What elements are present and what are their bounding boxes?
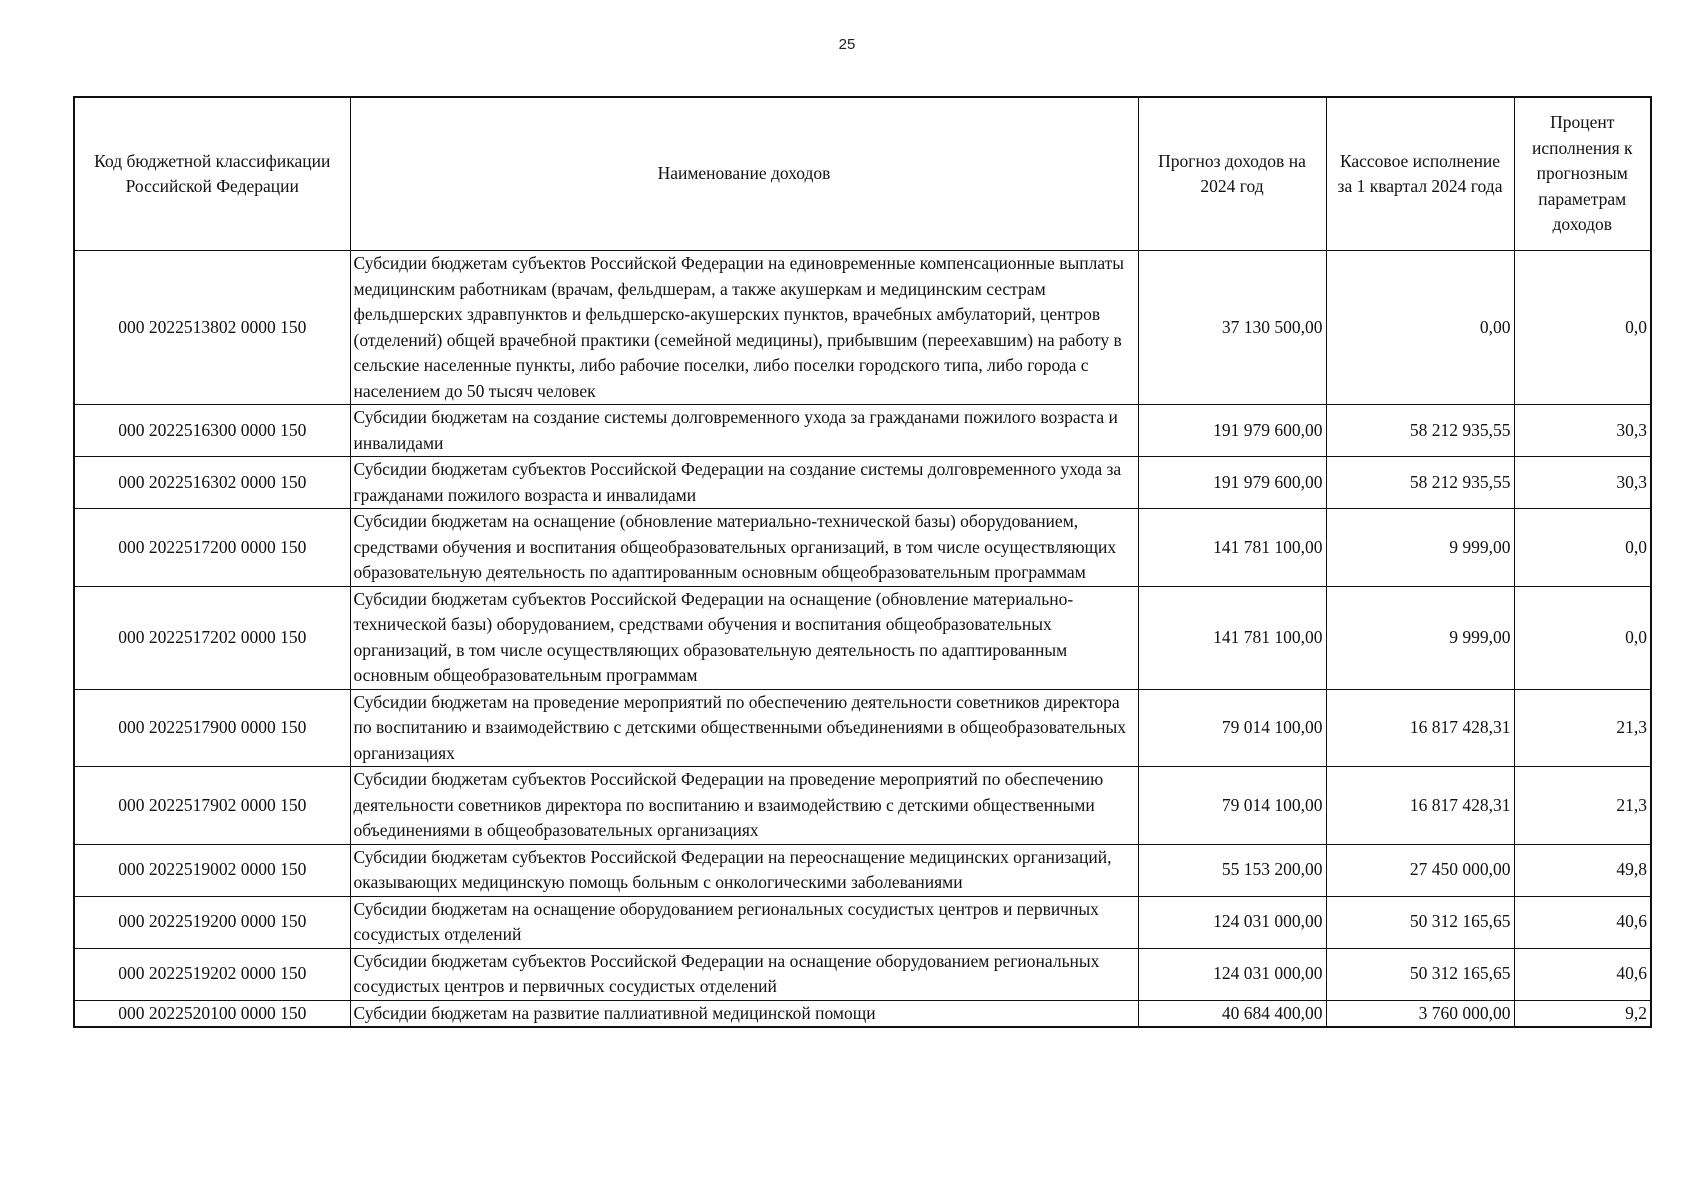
forecast-cell: 191 979 600,00: [1138, 405, 1326, 457]
forecast-cell: 37 130 500,00: [1138, 251, 1326, 405]
percent-cell: 30,3: [1514, 405, 1651, 457]
forecast-cell: 141 781 100,00: [1138, 509, 1326, 587]
forecast-cell: 55 153 200,00: [1138, 844, 1326, 896]
executed-cell: 50 312 165,65: [1326, 896, 1514, 948]
forecast-cell: 79 014 100,00: [1138, 767, 1326, 845]
executed-cell: 50 312 165,65: [1326, 948, 1514, 1000]
table-row: [74, 1000, 1651, 1027]
percent-cell: 49,8: [1514, 844, 1651, 896]
budget-code-cell: 000 2022520100 0000 150: [74, 1000, 350, 1027]
income-name-cell: Субсидии бюджетам субъектов Российской Федерации на проведение мероприятий по обеспечению деятельности советников директора по воспитанию и взаимодействию с детскими общественными объединениями в общеобразовательных организациях: [350, 767, 1138, 845]
table-row: [74, 948, 1651, 1000]
table-row: [74, 689, 1651, 767]
budget-code-cell: 000 2022517900 0000 150: [74, 689, 350, 767]
budget-code-cell: 000 2022516302 0000 150: [74, 457, 350, 509]
header-forecast: Прогноз доходов на 2024 год: [1138, 97, 1326, 251]
income-name-cell: Субсидии бюджетам на развитие паллиативной медицинской помощи: [350, 1000, 1138, 1027]
header-executed: Кассовое исполнение за 1 квартал 2024 года: [1326, 97, 1514, 251]
table-row: [74, 457, 1651, 509]
forecast-cell: 124 031 000,00: [1138, 896, 1326, 948]
percent-cell: 9,2: [1514, 1000, 1651, 1027]
income-name-cell: Субсидии бюджетам на оснащение оборудованием региональных сосудистых центров и первичных сосудистых отделений: [350, 896, 1138, 948]
forecast-cell: 191 979 600,00: [1138, 457, 1326, 509]
table-header-row: [74, 97, 1651, 251]
executed-cell: 16 817 428,31: [1326, 689, 1514, 767]
forecast-cell: 141 781 100,00: [1138, 586, 1326, 689]
budget-code-cell: 000 2022517202 0000 150: [74, 586, 350, 689]
budget-code-cell: 000 2022517200 0000 150: [74, 509, 350, 587]
executed-cell: 9 999,00: [1326, 509, 1514, 587]
forecast-cell: 124 031 000,00: [1138, 948, 1326, 1000]
income-name-cell: Субсидии бюджетам субъектов Российской Федерации на создание системы долговременного ухода за гражданами пожилого возраста и инвалидами: [350, 457, 1138, 509]
budget-code-cell: 000 2022519200 0000 150: [74, 896, 350, 948]
income-name-cell: Субсидии бюджетам на оснащение (обновление материально-технической базы) оборудованием, средствами обучения и воспитания общеобразовательных организаций, в том числе осуществляющих образовательную деятельность по адаптированным основным общеобразовательным программам: [350, 509, 1138, 587]
income-name-cell: Субсидии бюджетам на проведение мероприятий по обеспечению деятельности советников директора по воспитанию и взаимодействию с детскими общественными объединениями в общеобразовательных организациях: [350, 689, 1138, 767]
executed-cell: 9 999,00: [1326, 586, 1514, 689]
header-code: Код бюджетной классификации Российской Федерации: [74, 97, 350, 251]
table-row: [74, 586, 1651, 689]
budget-code-cell: 000 2022516300 0000 150: [74, 405, 350, 457]
forecast-cell: 40 684 400,00: [1138, 1000, 1326, 1027]
executed-cell: 58 212 935,55: [1326, 405, 1514, 457]
income-name-cell: Субсидии бюджетам на создание системы долговременного ухода за гражданами пожилого возраста и инвалидами: [350, 405, 1138, 457]
budget-income-table: [73, 96, 1652, 1028]
table-row: [74, 767, 1651, 845]
forecast-cell: 79 014 100,00: [1138, 689, 1326, 767]
table-row: [74, 405, 1651, 457]
table-row: [74, 251, 1651, 405]
executed-cell: 16 817 428,31: [1326, 767, 1514, 845]
income-name-cell: Субсидии бюджетам субъектов Российской Федерации на оснащение оборудованием региональных сосудистых центров и первичных сосудистых отделений: [350, 948, 1138, 1000]
executed-cell: 27 450 000,00: [1326, 844, 1514, 896]
percent-cell: 21,3: [1514, 767, 1651, 845]
table-row: [74, 509, 1651, 587]
percent-cell: 0,0: [1514, 251, 1651, 405]
percent-cell: 21,3: [1514, 689, 1651, 767]
percent-cell: 30,3: [1514, 457, 1651, 509]
executed-cell: 58 212 935,55: [1326, 457, 1514, 509]
table-row: [74, 844, 1651, 896]
percent-cell: 40,6: [1514, 948, 1651, 1000]
executed-cell: 0,00: [1326, 251, 1514, 405]
header-name: Наименование доходов: [350, 97, 1138, 251]
income-name-cell: Субсидии бюджетам субъектов Российской Федерации на единовременные компенсационные выплаты медицинским работникам (врачам, фельдшерам, а также акушеркам и медицинским сестрам фельдшерских здравпунктов и фельдшерско-акушерских пунктов, врачебных амбулаторий, центров (отделений) общей врачебной практики (семейной медицины), прибывшим (переехавшим) на работу в сельские населенные пункты, либо рабочие поселки, либо поселки городского типа, либо города с населением до 50 тысяч человек: [350, 251, 1138, 405]
percent-cell: 0,0: [1514, 586, 1651, 689]
page-number: 25: [838, 36, 856, 53]
percent-cell: 0,0: [1514, 509, 1651, 587]
header-percent: Процент исполнения к прогнозным параметрам доходов: [1514, 97, 1651, 251]
table-body: [74, 251, 1651, 1028]
budget-code-cell: 000 2022513802 0000 150: [74, 251, 350, 405]
percent-cell: 40,6: [1514, 896, 1651, 948]
executed-cell: 3 760 000,00: [1326, 1000, 1514, 1027]
budget-code-cell: 000 2022519202 0000 150: [74, 948, 350, 1000]
budget-code-cell: 000 2022519002 0000 150: [74, 844, 350, 896]
table-row: [74, 896, 1651, 948]
income-name-cell: Субсидии бюджетам субъектов Российской Федерации на оснащение (обновление материально-технической базы) оборудованием, средствами обучения и воспитания общеобразовательных организаций, в том числе осуществляющих образовательную деятельность по адаптированным основным общеобразовательным программам: [350, 586, 1138, 689]
income-name-cell: Субсидии бюджетам субъектов Российской Федерации на переоснащение медицинских организаций, оказывающих медицинскую помощь больным с онкологическими заболеваниями: [350, 844, 1138, 896]
budget-code-cell: 000 2022517902 0000 150: [74, 767, 350, 845]
